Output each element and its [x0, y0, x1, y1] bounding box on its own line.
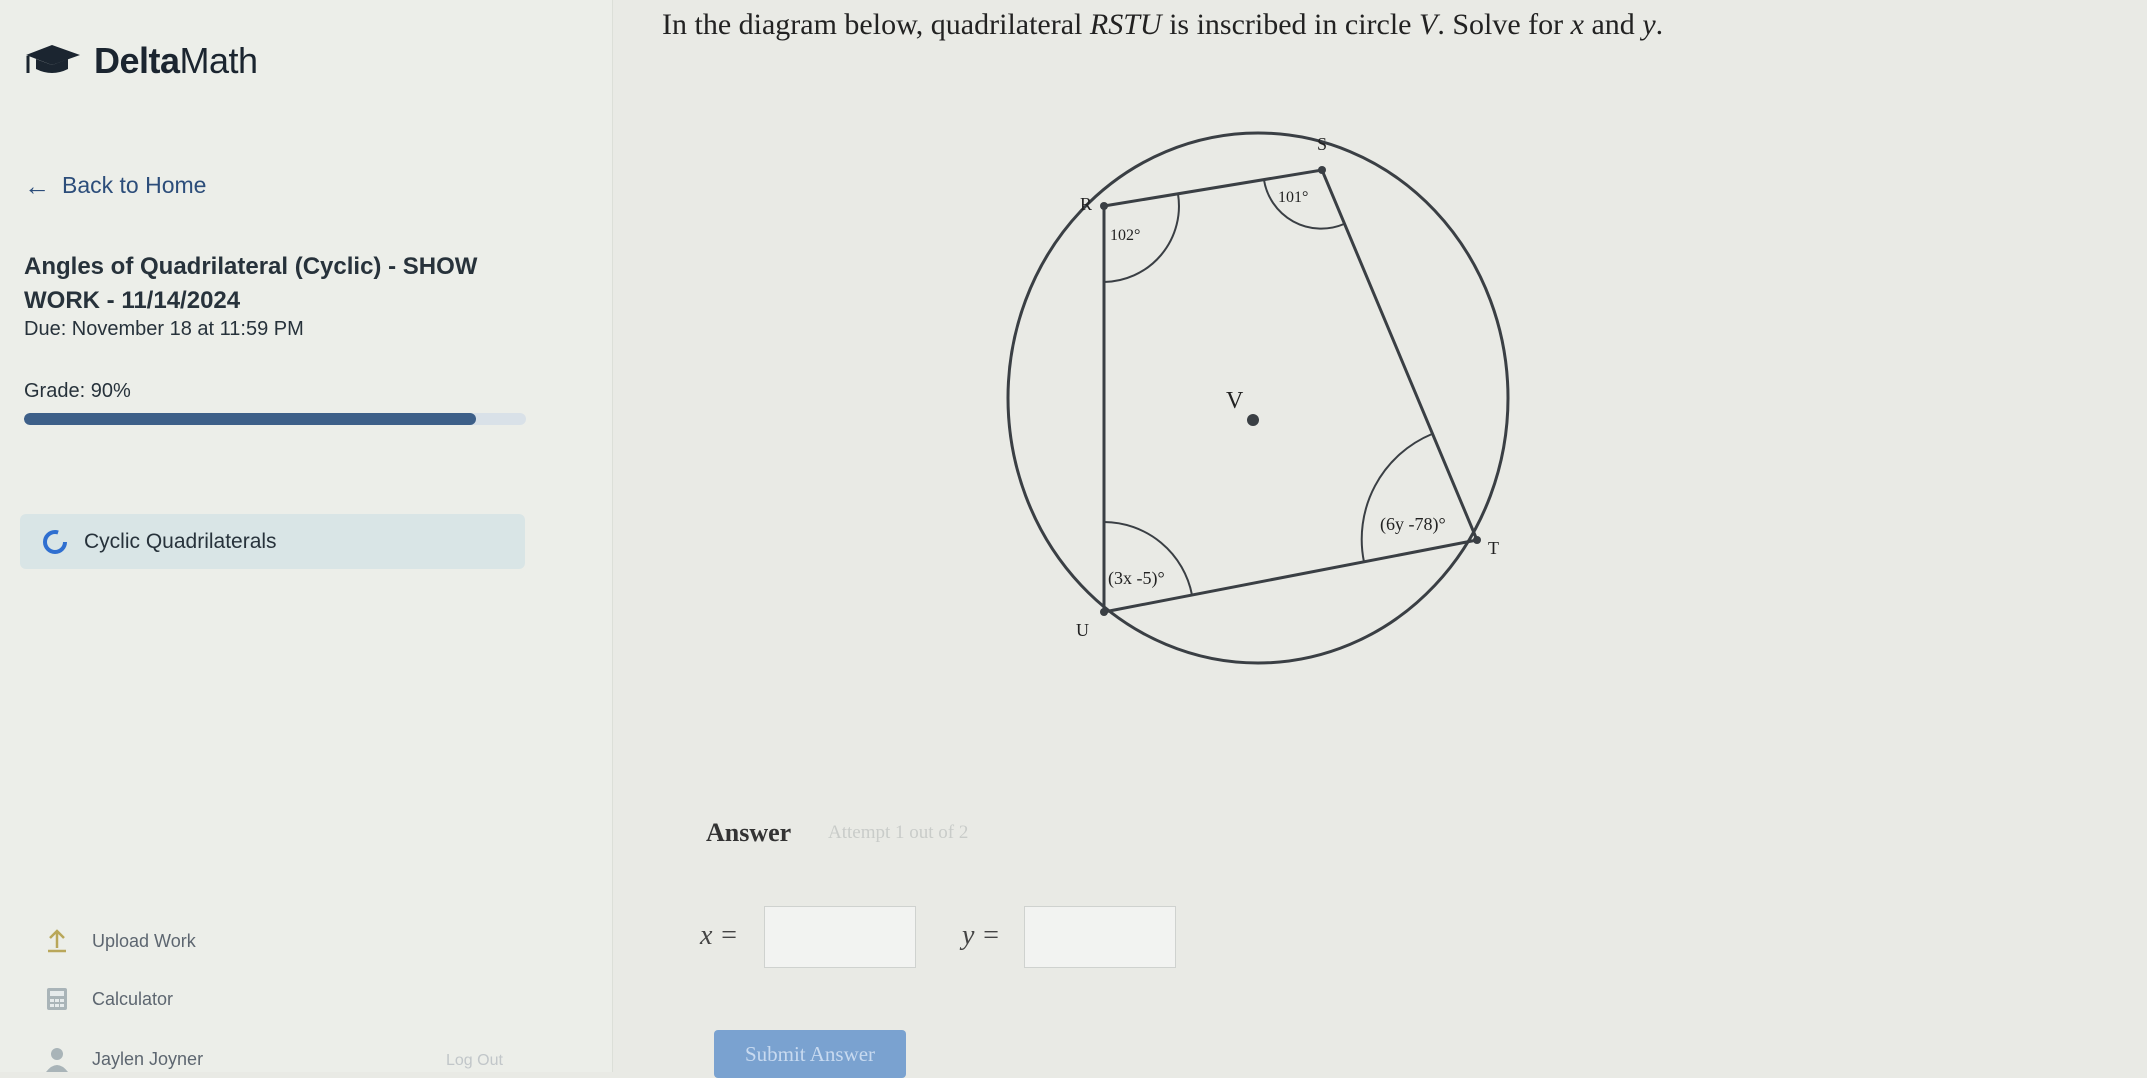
answer-heading: Answer [706, 818, 792, 847]
angle-label-r: 102° [1110, 227, 1141, 244]
back-to-home-label: Back to Home [62, 172, 207, 198]
vertex-label-t: T [1488, 538, 1499, 558]
due-date: Due: November 18 at 11:59 PM [24, 318, 304, 340]
skill-item-cyclic-quadrilaterals[interactable] [20, 514, 525, 569]
question-text: In the diagram below, quadrilateral RSTU is inscribed in circle V. Solve for x and y. [662, 8, 1664, 41]
x-input-label: x = [700, 920, 739, 951]
calculator-button[interactable] [44, 986, 173, 1012]
grade-text: Grade: 90% [24, 380, 131, 402]
submit-answer-button[interactable]: Submit Answer [714, 1030, 906, 1078]
x-answer-input[interactable] [764, 906, 916, 968]
graduation-cap-icon [22, 41, 84, 81]
vertex-label-s: S [1316, 134, 1328, 154]
grade-progress-fill [24, 413, 476, 425]
angle-label-t: (6y -78)° [1380, 514, 1446, 534]
arrow-left-icon: ← [24, 170, 50, 201]
vertex-t-dot [1473, 536, 1481, 544]
center-label-v: V [1226, 388, 1244, 414]
user-icon [44, 1046, 70, 1072]
assignment-title: Angles of Quadrilateral (Cyclic) - SHOW WORK - 11/14/2024 [24, 253, 478, 314]
vertex-label-u: U [1076, 620, 1089, 640]
log-out-link[interactable]: Log Out [446, 1052, 503, 1069]
upload-work-button[interactable] [44, 928, 196, 954]
upload-work-label: Upload Work [92, 930, 196, 951]
logo-text: DeltaMath [94, 40, 258, 81]
user-profile[interactable] [44, 1046, 203, 1072]
vertex-u-dot [1100, 608, 1108, 616]
y-input-label: y = [962, 920, 1001, 951]
quadrilateral-rstu [1104, 170, 1477, 612]
deltamath-logo[interactable] [22, 40, 258, 82]
calculator-icon [44, 986, 70, 1012]
progress-ring-icon [42, 529, 68, 555]
angle-label-s: 101° [1278, 189, 1309, 206]
calculator-label: Calculator [92, 988, 174, 1009]
back-to-home-link[interactable] [24, 172, 206, 199]
cyclic-quadrilateral-diagram [1000, 130, 1540, 690]
vertex-label-r: R [1080, 194, 1093, 214]
user-name: Jaylen Joyner [92, 1048, 204, 1069]
angle-arc-t [1362, 434, 1432, 562]
attempt-counter: Attempt 1 out of 2 [828, 822, 969, 843]
center-v-dot [1247, 414, 1259, 426]
angle-label-u: (3x -5)° [1108, 568, 1165, 588]
skill-label: Cyclic Quadrilaterals [84, 529, 277, 553]
upload-icon [44, 928, 70, 954]
vertex-s-dot [1318, 166, 1326, 174]
sidebar [0, 0, 613, 1072]
grade-progress-bar [24, 413, 526, 425]
y-answer-input[interactable] [1024, 906, 1176, 968]
vertex-r-dot [1100, 202, 1108, 210]
